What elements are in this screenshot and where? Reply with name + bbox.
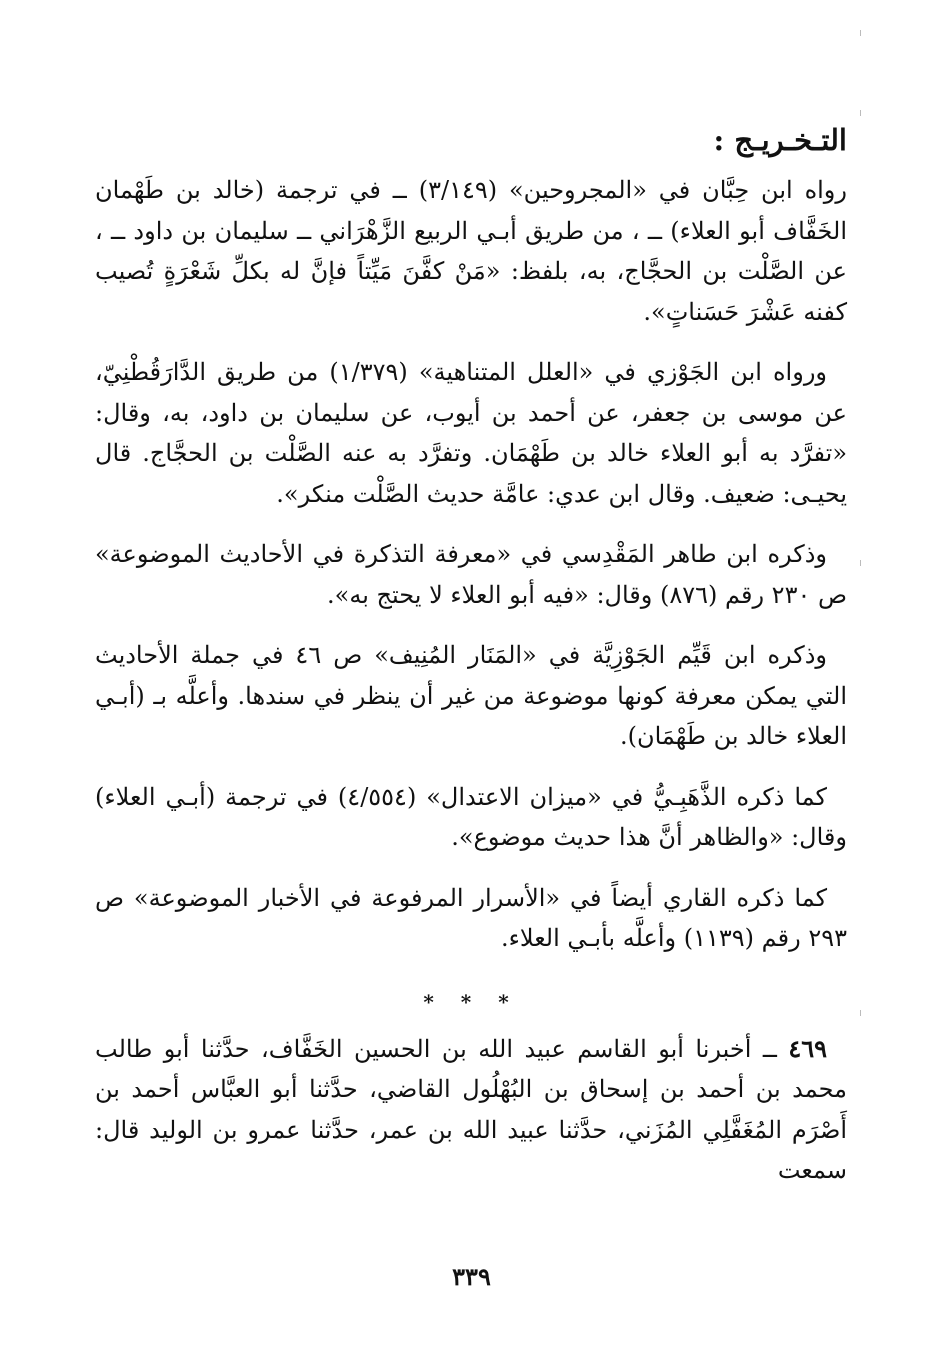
paragraph-takhrij-2: ورواه ابن الجَوْزي في «العلل المتناهية» (١/٣٧٩) من طريق الدَّارَقُطْنِيّ، عن موسى بن جعفر، عن أحمد بن أيوب، عن سليمان بن داود، به، وقال: «تفرَّد به أبو العلاء خالد بن طَهْمَان. وتفرَّد به عنه الصَّلْت بن الحجَّاج. قال يحيـى: ضعيف. وقال ابن عدي: عامَّة حديث الصَّلْت منكر».	[95, 358, 847, 508]
margin-mark	[860, 110, 861, 116]
paragraph-takhrij-4: وذكره ابن قَيِّم الجَوْزِيَّة في «المَنَار المُنِيف» ص ٤٦ في جملة الأحاديث التي يمكن معرفة كونها موضوعة من غير أن ينظر في سندها. وأعلَّه بـ (أبـي العلاء خالد بن طَهْمَان).	[95, 641, 847, 750]
paragraph-takhrij-6: كما ذكره القاري أيضاً في «الأسرار المرفوعة في الأخبار الموضوعة» ص ٢٩٣ رقم (١١٣٩) وأعلَّه بأبـي العلاء.	[95, 883, 847, 952]
page-number: ٣٣٩	[452, 1262, 491, 1291]
page-body	[95, 110, 847, 1211]
paragraph-takhrij-3: وذكره ابن طاهر المَقْدِسي في «معرفة التذكرة في الأحاديث الموضوعة» ص ٢٣٠ رقم (٨٧٦) وقال: «فيه أبو العلاء لا يحتج به».	[95, 540, 847, 609]
paragraph-takhrij-1: رواه ابن حِبَّان في «المجروحين» (٣/١٤٩) ــ في ترجمة (خالد بن طَهْمان الخَفَّاف أبو العلاء) ــ ، من طريق أبـي الربيع الزَّهْرَاني ــ سليمان بن داود ــ ، عن الصَّلْت بن الحجَّاج، به، بلفظ: «مَنْ كفَّنَ مَيِّتاً فإنَّ له بكلِّ شَعْرَةٍ تُصيب كفنه عَشْرَ حَسَناتٍ».	[95, 176, 847, 326]
section-separator: * * *	[423, 989, 519, 1014]
hadith-paragraph	[95, 1029, 847, 1191]
margin-mark	[860, 560, 861, 566]
hadith-number: ٤٦٩	[788, 1033, 827, 1063]
section-heading: التـخـريـج :	[713, 123, 847, 157]
paragraph-takhrij-5: كما ذكره الذَّهَبِـيُّ في «ميزان الاعتدال» (٤/٥٥٤) في ترجمة (أبـي العلاء) وقال: «والظاهر أنَّ هذا حديث موضوع».	[95, 782, 847, 851]
margin-mark	[860, 30, 861, 36]
margin-mark	[860, 1010, 861, 1016]
hadith-text: ــ أخبرنا أبو القاسم عبيد الله بن الحسين الخَفَّاف، حدَّثنا أبو طالب محمد بن أحمد بن إسحاق بن البُهْلُول القاضي، حدَّثنا أبو العبَّاس أحمد بن أَصْرَم المُغَفَّلِي المُزَني، حدَّثنا عبيد الله بن عمر، حدَّثنا عمرو بن الوليد قال: سمعت	[95, 1034, 847, 1184]
